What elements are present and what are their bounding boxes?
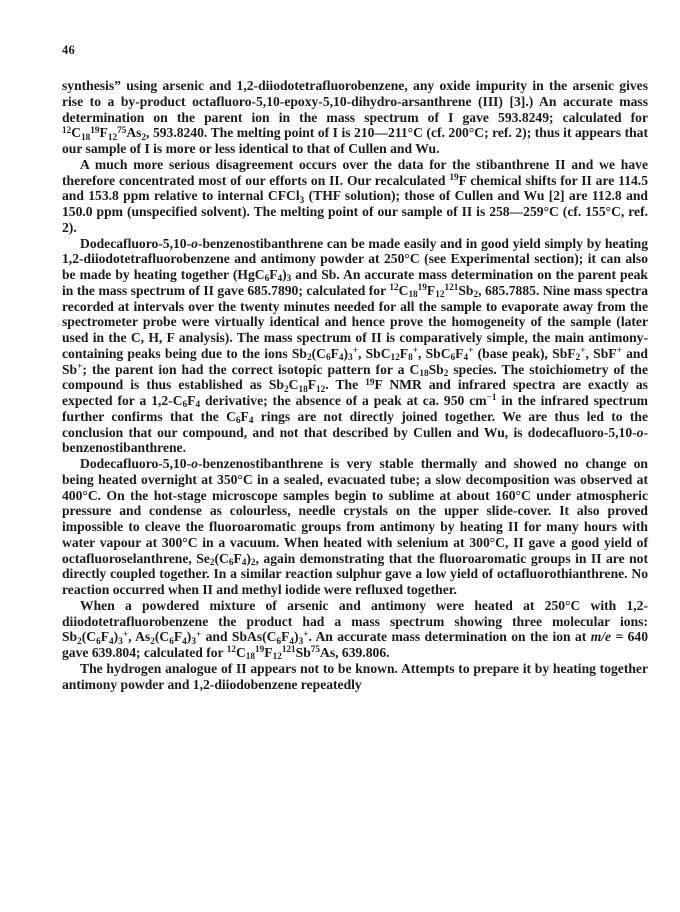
- paragraph-4: Dodecafluoro-5,10-o-benzenostibanthrene is very stable thermally and showed no change on being heated overnight at 350°C in a sealed, evacuated tube; a slow decomposition was observed at 400°C. On the hot-stage microscope samples begin to sublime at about 160°C under atmospheric pressure and condense as colourless, needle crystals on the upper slide-cover. It also proved impossible to cleave the fluoroaromatic groups from antimony by heating II for many hours with water vapour at 300°C in a vacuum. When heated with selenium at 300°C, II gave a good yield of octafluoroselanthrene, $Se_2(C_6F_4)_2$, again demonstrating that the fluoroaromatic groups in II are not directly coupled together. In a similar reaction sulphur gave a low yield of octafluorothianthrene. No reaction occurred when II and methyl iodide were refluxed together.: [62, 456, 648, 597]
- paragraph-6: The hydrogen analogue of II appears not to be known. Attempts to prepare it by heating together antimony powder and 1,2-diiodobenzene repeatedly: [62, 660, 648, 692]
- body-text: [62, 78, 648, 692]
- paragraph-3: Dodecafluoro-5,10-o-benzenostibanthrene can be made easily and in good yield simply by heating 1,2-diiodotetrafluorobenzene and antimony powder at 250°C (see Experimental section); it can also be made by heating together $(HgC_6F_4)_3$ and Sb. An accurate mass determination on the parent peak in the mass spectrum of II gave 685.7890; calculated for $^{12}C_{18}^{19}F_{12}^{121}Sb_2$, 685.7885. Nine mass spectra recorded at intervals over the twenty minutes needed for all the sample to evaporate away from the spectrometer probe were virtually identical and hence prove the homogeneity of the sample (later used in the C, H, F analysis). The mass spectrum of II is comparatively simple, the main antimony-containing peaks being due to the ions $Sb_2(C_6F_4)_3^+$, $SbC_{12}F_8^+$, $SbC_6F_4^+$ (base peak), SbF$_2$+, SbF+ and Sb+; the parent ion had the correct isotopic pattern for a $C_{18}Sb_2$ species. The stoichiometry of the compound is thus established as $Sb_2C_{18}F_{12}$. The $^{19}$F NMR and infrared spectra are exactly as expected for a $1,2-C_6F_4$ derivative; the absence of a peak at ca. 950 $cm^{-1}$ in the infrared spectrum further confirms that the $C_6F_4$ rings are not directly joined together. We are thus led to the conclusion that our compound, and not that described by Cullen and Wu, is dodecafluoro-5,10-o-benzenostibanthrene.: [62, 235, 649, 456]
- paragraph-5: When a powdered mixture of arsenic and antimony were heated at 250°C with 1,2-diiodotetrafluorobenzene the product had a mass spectrum showing three molecular ions: $Sb_2(C_6F_4)_3^+$, $As_2(C_6F_4)_3^+$ and $SbAs(C_6F_4)_3^+$. An accurate mass determination on the ion at m/e = 640 gave 639.804; calculated for $^{12}C_{18}^{19}F_{12}^{121}Sb^{75}As$, 639.806.: [62, 597, 648, 662]
- page-number: 46: [62, 43, 76, 57]
- paragraph-2: A much more serious disagreement occurs over the data for the stibanthrene II and we have therefore concentrated most of our efforts on II. Our recalculated $^{19}$F chemical shifts for II are 114.5 and 153.8 ppm relative to internal CFCl$_3$ (THF solution); those of Cullen and Wu [2] are 112.8 and 150.0 ppm (unspecified solvent). The melting point of our sample of II is 258—259°C (cf. 155°C, ref. 2).: [62, 156, 648, 235]
- paragraph-1: synthesis” using arsenic and 1,2-diiodotetrafluorobenzene, any oxide impurity in the arsenic gives rise to a by-product octafluoro-5,10-epoxy-5,10-dihydro-arsanthrene (III) [3].) An accurate mass determination on the parent ion in the mass spectrum of I gave 593.8249; calculated for $^{12}C_{18}^{19}F_{12}^{75}As_2$, 593.8240. The melting point of I is 210—211°C (cf. 200°C; ref. 2); thus it appears that our sample of I is more or less identical to that of Cullen and Wu.: [62, 78, 648, 156]
